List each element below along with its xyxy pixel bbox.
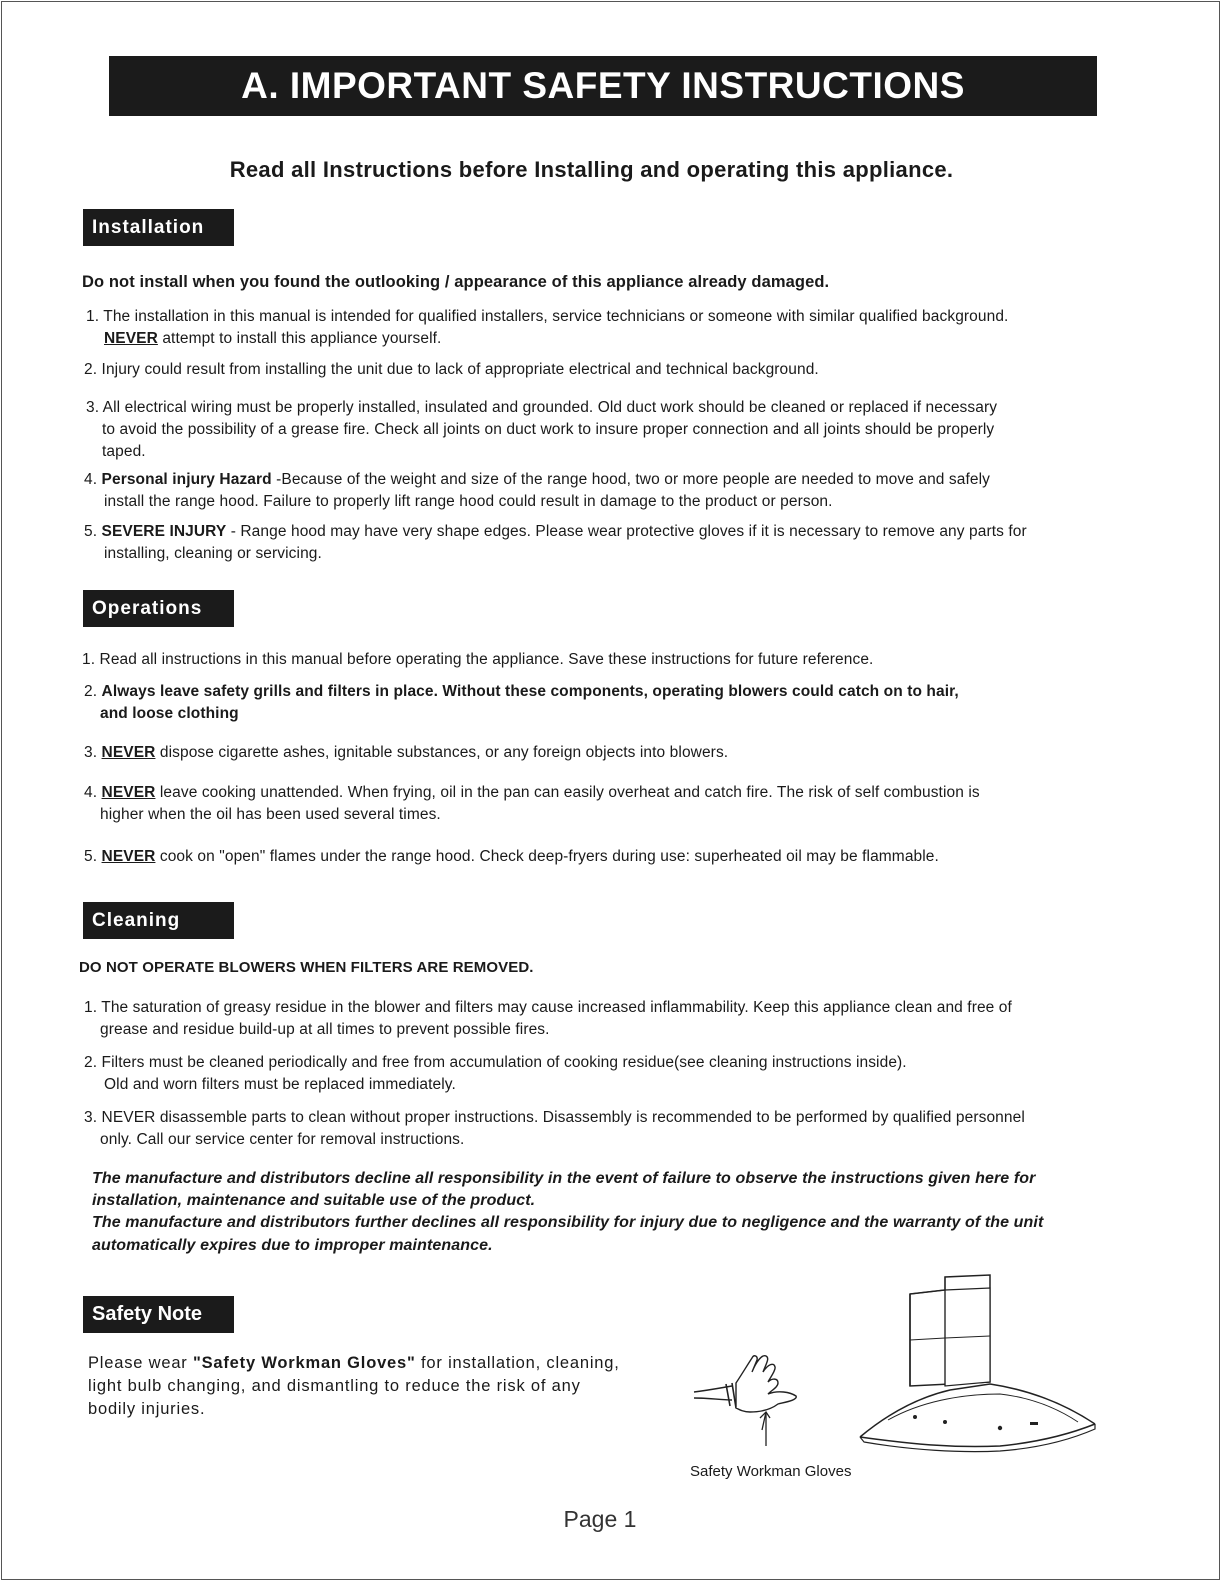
cleaning-warning: DO NOT OPERATE BLOWERS WHEN FILTERS ARE REMOVED. [79,959,534,976]
operations-item-3 [84,742,728,765]
range-hood-icon [850,1272,1100,1462]
operations-item-2 [84,681,959,704]
disclaimer-line-1: The manufacture and distributors decline all responsibility in the event of failure to observe the instructions given here for [92,1170,1036,1187]
item-number: 4. [84,471,102,488]
operations-item-5-text: cook on "open" flames under the range hood. Check deep-fryers during use: superheated oil may be flammable. [155,848,939,865]
hazard-label: SEVERE INJURY [101,523,227,540]
cleaning-item-3-cont: only. Call our service center for removal instructions. [100,1131,465,1148]
installation-heading: Installation [83,209,234,246]
disclaimer-line-3: The manufacture and distributors further declines all responsibility for injury due to negligence and the warranty of the unit [92,1214,1044,1231]
gloves-caption: Safety Workman Gloves [690,1463,852,1480]
cleaning-item-1: 1. The saturation of greasy residue in the blower and filters may cause increased inflammability. Keep this appliance clean and free of [84,999,1012,1016]
cleaning-item-3: 3. NEVER disassemble parts to clean without proper instructions. Disassembly is recommended to be performed by qualified personnel [84,1109,1025,1126]
cleaning-item-2: 2. Filters must be cleaned periodically and free from accumulation of cooking residue(see cleaning instructions inside). [84,1054,907,1071]
operations-item-4-text: leave cooking unattended. When frying, oil in the pan can easily overheat and catch fire. The risk of self combustion is [155,784,980,801]
hazard-label: Personal injury Hazard [101,471,272,488]
installation-item-1-text: attempt to install this appliance yourself. [157,330,442,347]
glove-icon [690,1350,810,1450]
page-subtitle: Read all Instructions before Installing and operating this appliance. [229,157,954,182]
page-number: Page 1 [563,1506,637,1532]
never-emphasis: NEVER [104,330,158,347]
cleaning-item-1-cont: grease and residue build-up at all times to prevent possible fires. [100,1021,550,1038]
item-number: 4. [84,784,102,801]
item-number: 2. [84,683,102,700]
item-number: 5. [84,523,102,540]
safety-note-gloves: "Safety Workman Gloves" [192,1354,416,1372]
never-emphasis: NEVER [101,848,156,865]
installation-item-3-cont: to avoid the possibility of a grease fire. Check all joints on duct work to insure proper connection and all joints should be properly [102,421,995,438]
operations-heading: Operations [83,590,234,627]
installation-item-1-cont [104,328,441,351]
safety-note-text [88,1352,628,1421]
installation-item-5 [84,521,1027,544]
operations-item-4 [84,782,980,805]
cleaning-item-2-cont: Old and worn filters must be replaced immediately. [104,1076,456,1093]
operations-item-4-cont: higher when the oil has been used several times. [100,806,441,823]
page-title: A. IMPORTANT SAFETY INSTRUCTIONS [109,56,1097,116]
safety-note-pre: Please wear [88,1354,193,1372]
never-emphasis: NEVER [101,784,156,801]
never-emphasis: NEVER [101,744,156,761]
installation-item-5-cont: installing, cleaning or servicing. [104,545,322,562]
installation-item-4-cont: install the range hood. Failure to properly lift range hood could result in damage to the product or person. [104,493,833,510]
operations-item-3-text: dispose cigarette ashes, ignitable substances, or any foreign objects into blowers. [155,744,729,761]
item-number: 3. [84,744,102,761]
installation-item-1: 1. The installation in this manual is intended for qualified installers, service technicians or someone with similar qualified background. [86,308,1009,325]
installation-item-3: 3. All electrical wiring must be properly installed, insulated and grounded. Old duct work should be cleaned or replaced if necessary [86,399,998,416]
installation-item-4 [84,469,990,492]
operations-item-1: 1. Read all instructions in this manual before operating the appliance. Save these instructions for future reference. [82,651,874,668]
operations-item-2-cont: and loose clothing [100,705,239,722]
installation-item-5-text: - Range hood may have very shape edges. Please wear protective gloves if it is necessary to remove any parts for [226,523,1027,540]
operations-item-2-text: Always leave safety grills and filters in place. Without these components, operating blowers could catch on to hair, [101,683,959,700]
installation-item-4-text: -Because of the weight and size of the range hood, two or more people are needed to move and safely [271,471,991,488]
installation-warning: Do not install when you found the outlooking / appearance of this appliance already damaged. [82,273,830,291]
installation-item-2: 2. Injury could result from installing the unit due to lack of appropriate electrical and technical background. [84,361,819,378]
safety-note-heading: Safety Note [83,1296,234,1333]
disclaimer-line-2: installation, maintenance and suitable use of the product. [92,1192,536,1209]
operations-item-5 [84,846,939,869]
disclaimer-line-4: automatically expires due to improper maintenance. [92,1237,493,1254]
installation-item-3-cont2: taped. [102,443,146,460]
cleaning-heading: Cleaning [83,902,234,939]
safety-note-post: for installation, cleaning, light bulb changing, and dismantling to reduce the risk of any bodily injuries. [88,1354,620,1418]
item-number: 5. [84,848,102,865]
